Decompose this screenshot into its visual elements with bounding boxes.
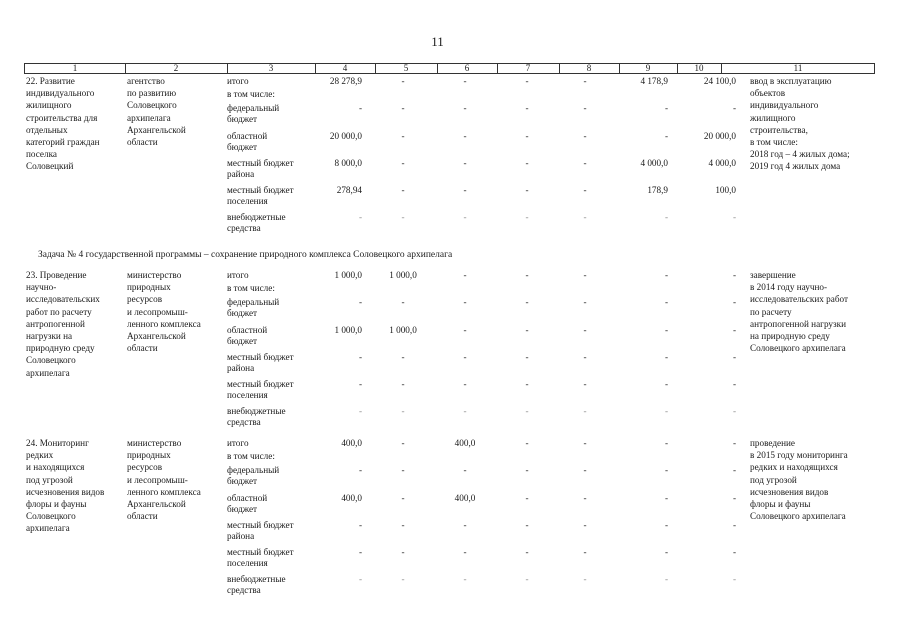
funding-source-line: местный бюджет <box>227 547 294 557</box>
funding-value: - <box>664 493 668 503</box>
funding-value: - <box>463 379 467 389</box>
activity-name-line: научно- <box>26 282 57 293</box>
funding-value: - <box>401 158 405 168</box>
funding-source-line: в том числе: <box>227 283 275 293</box>
funding-value: - <box>732 352 736 362</box>
funding-value: - <box>664 438 668 448</box>
result-line: в 2014 году научно- <box>750 282 828 293</box>
header-col-4: 4 <box>342 63 348 73</box>
result-line: жилищного <box>750 112 796 123</box>
result-line: завершение <box>750 270 796 280</box>
funding-value: - <box>525 352 529 362</box>
funding-value: 400,0 <box>454 438 476 448</box>
header-col-5: 5 <box>403 63 409 73</box>
activity-name-line: работ по расчету <box>26 306 92 317</box>
funding-value: - <box>463 131 467 141</box>
funding-source-line: средства <box>227 223 261 233</box>
activity-name-line: жилищного <box>26 100 72 111</box>
funding-source-line: местный бюджет <box>227 379 294 389</box>
funding-value: - <box>664 352 668 362</box>
header-divider <box>497 64 498 73</box>
funding-value: - <box>732 438 736 448</box>
result-line: под угрозой <box>750 474 797 485</box>
funding-value: - <box>583 325 587 335</box>
activity-name-line: исследовательских <box>26 294 100 305</box>
funding-value: - <box>583 270 587 280</box>
header-divider <box>375 64 376 73</box>
activity-name-line: и находящихся <box>26 462 85 473</box>
funding-source-line: внебюджетные <box>227 212 286 222</box>
funding-value: - <box>664 212 668 222</box>
funding-value: - <box>664 406 668 416</box>
funding-value: - <box>525 493 529 503</box>
funding-value: - <box>401 131 405 141</box>
header-divider <box>315 64 316 73</box>
activity-name-line: 22. Развитие <box>26 76 75 86</box>
funding-source-line: местный бюджет <box>227 352 294 362</box>
funding-value: 400,0 <box>341 493 362 503</box>
activity-name-line: 24. Мониторинг <box>26 438 89 448</box>
header-col-1: 1 <box>72 63 78 73</box>
result-line: по расчету <box>750 306 792 317</box>
header-col-3: 3 <box>268 63 274 73</box>
funding-value: - <box>664 270 668 280</box>
header-col-6: 6 <box>464 63 470 73</box>
funding-value: - <box>463 270 467 280</box>
funding-value: - <box>358 103 362 113</box>
funding-source-line: местный бюджет <box>227 158 294 168</box>
funding-source-line: в том числе: <box>227 451 275 461</box>
funding-value: - <box>525 297 529 307</box>
funding-source-line: бюджет <box>227 308 258 318</box>
funding-value: - <box>525 76 529 86</box>
funding-value: - <box>463 103 467 113</box>
funding-value: - <box>401 547 405 557</box>
funding-value: - <box>401 406 405 416</box>
funding-value: - <box>583 520 587 530</box>
executor-line: Архангельской <box>127 499 186 509</box>
funding-source-line: поселения <box>227 558 268 568</box>
funding-value: - <box>358 574 362 584</box>
funding-value: - <box>463 465 467 475</box>
header-col-10: 10 <box>694 63 704 73</box>
funding-value: 4 178,9 <box>640 76 668 86</box>
funding-value: - <box>525 465 529 475</box>
funding-source-line: итого <box>227 270 249 280</box>
result-line: объектов <box>750 88 786 99</box>
result-line: 2018 год – 4 жилых дома; <box>750 149 850 160</box>
funding-value: - <box>525 547 529 557</box>
funding-value: - <box>525 379 529 389</box>
funding-value: - <box>463 325 467 335</box>
funding-value: 1 000,0 <box>389 325 417 335</box>
funding-source-line: средства <box>227 585 261 595</box>
result-line: исчезновения видов <box>750 486 829 497</box>
activity-name-line: категорий граждан <box>26 137 100 147</box>
funding-value: - <box>583 438 587 448</box>
funding-value: - <box>664 547 668 557</box>
funding-source-line: района <box>227 363 255 373</box>
funding-source-line: областной <box>227 493 268 503</box>
funding-value: 20 000,0 <box>329 131 362 141</box>
funding-value: - <box>664 131 668 141</box>
funding-value: - <box>401 520 405 530</box>
executor-line: Соловецкого <box>127 100 177 111</box>
funding-value: - <box>583 574 587 584</box>
funding-value: - <box>583 547 587 557</box>
activity-name-line: флоры и фауны <box>26 499 87 509</box>
result-line: редких и находящихся <box>750 462 838 473</box>
funding-value: - <box>664 465 668 475</box>
result-line: Соловецкого архипелага <box>750 511 846 522</box>
executor-line: области <box>127 137 158 147</box>
funding-value: - <box>463 406 467 416</box>
executor-line: агентство <box>127 76 165 86</box>
funding-value: - <box>732 520 736 530</box>
activity-name-line: строительства для <box>26 112 98 123</box>
result-line: ввод в эксплуатацию <box>750 76 832 86</box>
funding-source-line: итого <box>227 76 249 86</box>
funding-source-line: средства <box>227 417 261 427</box>
funding-value: - <box>664 103 668 113</box>
page-number: 11 <box>431 34 444 49</box>
header-col-8: 8 <box>586 63 592 73</box>
executor-line: министерство <box>127 270 182 280</box>
funding-value: - <box>525 103 529 113</box>
header-col-9: 9 <box>645 63 651 73</box>
funding-value: 178,9 <box>647 185 668 195</box>
funding-source-line: внебюджетные <box>227 406 286 416</box>
funding-source-line: внебюджетные <box>227 574 286 584</box>
funding-value: - <box>525 438 529 448</box>
funding-value: - <box>583 379 587 389</box>
executor-line: Архангельской <box>127 124 186 135</box>
funding-value: 4 000,0 <box>708 158 736 168</box>
header-divider <box>125 64 126 73</box>
funding-value: 20 000,0 <box>703 131 736 141</box>
funding-source-line: поселения <box>227 196 268 206</box>
header-divider <box>721 64 722 73</box>
activity-name-line: нагрузки на <box>26 331 73 341</box>
activity-name-line: поселка <box>26 149 57 160</box>
funding-value: - <box>525 158 529 168</box>
funding-source-line: федеральный <box>227 297 280 307</box>
executor-line: по развитию <box>127 88 177 99</box>
funding-value: - <box>583 76 587 86</box>
funding-source-line: местный бюджет <box>227 520 294 530</box>
executor-line: области <box>127 511 158 522</box>
funding-value: - <box>463 352 467 362</box>
funding-value: - <box>525 270 529 280</box>
funding-value: - <box>732 270 736 280</box>
funding-source-line: района <box>227 531 255 541</box>
funding-value: - <box>664 574 668 584</box>
executor-line: ресурсов <box>127 462 163 473</box>
funding-value: 1 000,0 <box>334 325 362 335</box>
result-line: 2019 год 4 жилых дома <box>750 161 841 172</box>
executor-line: и лесопромыш- <box>127 474 188 485</box>
funding-source-line: бюджет <box>227 336 258 346</box>
funding-value: 1 000,0 <box>389 270 417 280</box>
executor-line: ресурсов <box>127 294 163 305</box>
funding-value: 100,0 <box>715 185 736 195</box>
activity-name-line: антропогенной <box>26 318 85 329</box>
activity-name-line: Соловецкого <box>26 511 76 522</box>
funding-value: 400,0 <box>341 438 362 448</box>
activity-name-line: природную среду <box>26 343 95 354</box>
funding-value: - <box>463 76 467 86</box>
funding-value: - <box>463 185 467 195</box>
funding-value: - <box>525 212 529 222</box>
executor-line: Архангельской <box>127 331 186 341</box>
funding-value: - <box>732 493 736 503</box>
funding-value: - <box>583 185 587 195</box>
funding-value: - <box>664 520 668 530</box>
header-divider <box>619 64 620 73</box>
result-line: флоры и фауны <box>750 499 811 509</box>
funding-value: - <box>358 212 362 222</box>
result-line: в 2015 году мониторинга <box>750 450 848 461</box>
header-divider <box>559 64 560 73</box>
funding-value: - <box>358 547 362 557</box>
funding-value: 1 000,0 <box>334 270 362 280</box>
funding-source-line: местный бюджет <box>227 185 294 195</box>
funding-value: - <box>525 185 529 195</box>
executor-line: ленного комплекса <box>127 486 201 497</box>
activity-name-line: редких <box>26 450 54 461</box>
funding-value: - <box>583 297 587 307</box>
funding-value: - <box>525 131 529 141</box>
funding-value: - <box>463 158 467 168</box>
funding-value: - <box>583 352 587 362</box>
funding-value: - <box>583 103 587 113</box>
funding-value: - <box>463 547 467 557</box>
activity-name-line: архипелага <box>26 367 70 378</box>
result-line: антропогенной нагрузки <box>750 318 847 329</box>
funding-source-line: бюджет <box>227 142 258 152</box>
funding-value: - <box>401 574 405 584</box>
header-col-2: 2 <box>173 63 179 73</box>
header-divider <box>227 64 228 73</box>
funding-value: - <box>664 297 668 307</box>
funding-value: - <box>525 574 529 584</box>
activity-name-line: под угрозой <box>26 474 73 485</box>
funding-value: - <box>401 76 405 86</box>
funding-source-line: района <box>227 169 255 179</box>
funding-value: - <box>401 465 405 475</box>
funding-value: 28 278,9 <box>329 76 362 86</box>
funding-value: - <box>525 406 529 416</box>
funding-source-line: бюджет <box>227 476 258 486</box>
funding-value: - <box>401 352 405 362</box>
funding-source-line: поселения <box>227 390 268 400</box>
executor-line: области <box>127 343 158 354</box>
result-line: индивидуального <box>750 100 819 111</box>
executor-line: природных <box>127 450 171 461</box>
funding-value: - <box>525 520 529 530</box>
executor-line: и лесопромыш- <box>127 306 188 317</box>
executor-line: министерство <box>127 438 182 448</box>
result-line: в том числе: <box>750 137 798 147</box>
funding-value: - <box>732 103 736 113</box>
funding-value: 24 100,0 <box>703 76 736 86</box>
funding-value: - <box>583 465 587 475</box>
funding-value: - <box>732 406 736 416</box>
funding-value: 8 000,0 <box>334 158 362 168</box>
funding-value: - <box>463 297 467 307</box>
funding-value: - <box>732 212 736 222</box>
column-number-header <box>24 63 875 74</box>
funding-value: - <box>401 493 405 503</box>
funding-value: - <box>401 438 405 448</box>
funding-value: - <box>358 465 362 475</box>
funding-value: - <box>525 325 529 335</box>
executor-line: архипелага <box>127 112 171 123</box>
header-divider <box>437 64 438 73</box>
funding-value: - <box>732 574 736 584</box>
header-col-7: 7 <box>525 63 531 73</box>
activity-name-line: 23. Проведение <box>26 270 87 280</box>
activity-name-line: индивидуального <box>26 88 95 99</box>
funding-value: - <box>463 574 467 584</box>
funding-value: - <box>358 520 362 530</box>
result-line: Соловецкого архипелага <box>750 343 846 354</box>
header-col-11: 11 <box>793 63 803 73</box>
funding-source-line: бюджет <box>227 114 258 124</box>
funding-value: - <box>463 520 467 530</box>
funding-value: 278,94 <box>336 185 362 195</box>
funding-value: - <box>401 379 405 389</box>
funding-value: - <box>358 406 362 416</box>
result-line: строительства, <box>750 124 808 135</box>
header-divider <box>677 64 678 73</box>
funding-source-line: федеральный <box>227 103 280 113</box>
funding-value: - <box>358 379 362 389</box>
funding-source-line: в том числе: <box>227 89 275 99</box>
funding-source-line: бюджет <box>227 504 258 514</box>
executor-line: природных <box>127 282 171 293</box>
funding-value: - <box>732 379 736 389</box>
activity-name-line: Соловецкого <box>26 355 76 366</box>
result-line: проведение <box>750 438 796 448</box>
funding-source-line: областной <box>227 131 268 141</box>
funding-value: - <box>463 212 467 222</box>
activity-name-line: архипелага <box>26 523 70 534</box>
executor-line: ленного комплекса <box>127 318 201 329</box>
funding-value: - <box>664 379 668 389</box>
activity-name-line: Соловецкий <box>26 161 74 172</box>
funding-value: - <box>358 352 362 362</box>
funding-value: - <box>583 131 587 141</box>
funding-source-line: итого <box>227 438 249 448</box>
funding-value: 4 000,0 <box>640 158 668 168</box>
funding-value: - <box>583 212 587 222</box>
funding-value: - <box>732 297 736 307</box>
funding-value: - <box>583 406 587 416</box>
result-line: на природную среду <box>750 331 830 341</box>
funding-source-line: федеральный <box>227 465 280 475</box>
funding-value: - <box>583 493 587 503</box>
funding-value: - <box>732 547 736 557</box>
task-heading: Задача № 4 государственной программы – сохранение природного комплекса Соловецкого архипелага <box>38 250 453 260</box>
funding-value: - <box>664 325 668 335</box>
activity-name-line: исчезновения видов <box>26 486 105 497</box>
funding-value: - <box>358 297 362 307</box>
activity-name-line: отдельных <box>26 124 68 135</box>
funding-value: - <box>732 325 736 335</box>
funding-value: - <box>401 103 405 113</box>
funding-source-line: областной <box>227 325 268 335</box>
funding-value: - <box>583 158 587 168</box>
funding-value: 400,0 <box>454 493 476 503</box>
funding-value: - <box>401 185 405 195</box>
result-line: исследовательских работ <box>750 294 848 305</box>
funding-value: - <box>732 465 736 475</box>
funding-value: - <box>401 297 405 307</box>
funding-value: - <box>401 212 405 222</box>
